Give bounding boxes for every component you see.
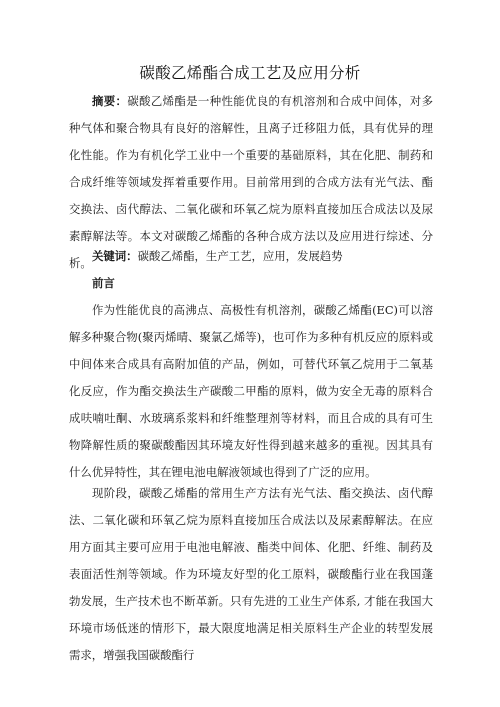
preface-heading: 前言 <box>92 276 115 290</box>
abstract-label: 摘要： <box>92 94 128 108</box>
abstract-text: 碳酸乙烯酯是一种性能优良的有机溶剂和合成中间体，对多种气体和聚合物具有良好的溶解性，且离子迁移阻力低，具有优异的理化性能。作为有机化学工业中一个重要的基础原料，其在化肥、制药和合成纤维等领域发挥着重要作用。目前常用到的合成方法有光气法、酯交换法、卤代醇法、二氧化碳和环氧乙烷为原料直接加压合成法以及尿素醇解法等。本文对碳酸乙烯酯的各种合成方法以及应用进行综述、分析。 <box>69 94 433 270</box>
document-title: 碳酸乙烯酯合成工艺及应用分析 <box>139 64 361 82</box>
body-paragraph-1: 作为性能优良的高沸点、高极性有机溶剂，碳酸乙烯酯(EC)可以溶解多种聚合物(聚丙烯晴、聚氯乙烯等)，也可作为多种有机反应的原料或中间体来合成具有高附加值的产品，例如，可替代环氧乙烷用于二氧基化反应，作为酯交换法生产碳酸二甲酯的原料，做为安全无毒的原料合成呋喃吐酮、水玻璃系浆料和纤维整理剂等材料，而且合成的具有可生物降解性质的聚碳酸酯因其环境友好性得到越来越多的重视。因其具有什么优异特性，其在锂电池电解液领域也得到了广泛的应用。 <box>69 303 433 479</box>
body-paragraph-2: 现阶段，碳酸乙烯酯的常用生产方法有光气法、酯交换法、卤代醇法、二氧化碳和环氧乙烷为原料直接加压合成法以及尿素醇解法。在应用方面其主要可应用于电池电解液、酯类中间体、化肥、纤维、制药及表面活性剂等领域。作为环境友好型的化工原料，碳酸酯行业在我国蓬勃发展，生产技术也不断革新。只有先进的工业生产体系, 才能在我国大环境市场低迷的情形下，最大限度地满足相关原料生产企业的转型发展需求，增强我国碳酸酯行 <box>69 486 433 662</box>
keywords-paragraph <box>69 243 433 270</box>
keywords-label: 关键词： <box>92 249 138 263</box>
keywords-text: 碳酸乙烯酯，生产工艺，应用，发展趋势 <box>137 249 343 263</box>
